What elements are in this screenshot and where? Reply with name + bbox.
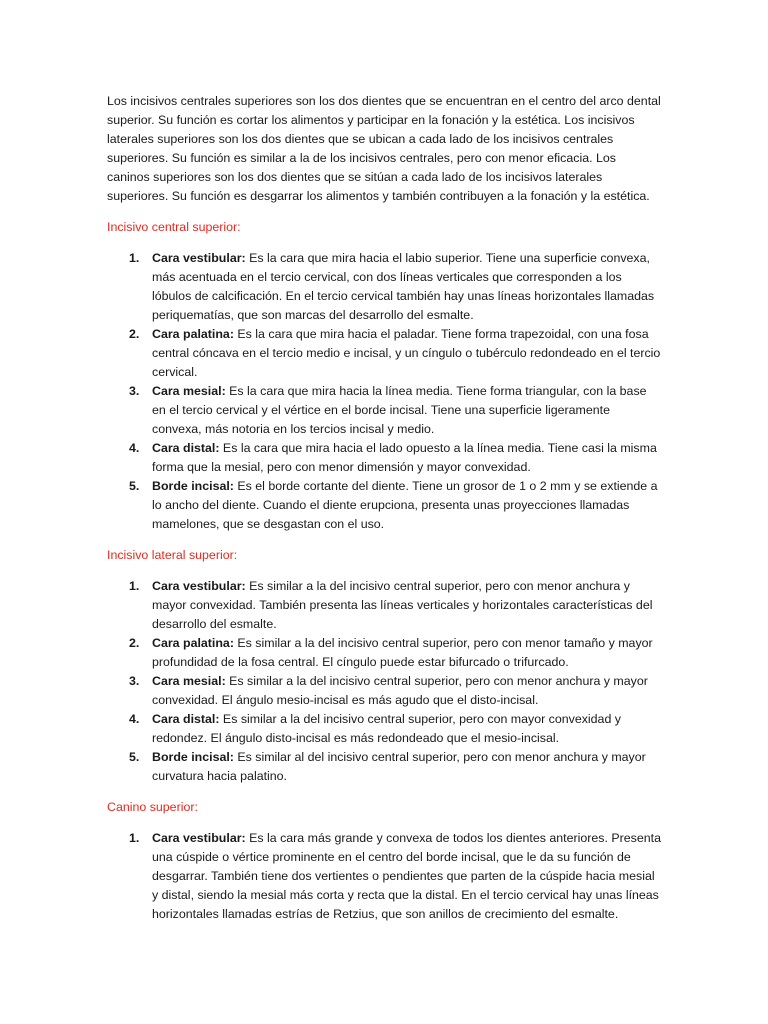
list-item <box>107 710 662 748</box>
item-text: Es similar a la del incisivo central superior, pero con menor tamaño y mayor profundidad de la fosa central. El cíngulo puede estar bifurcado o trifurcado. <box>152 636 653 669</box>
item-term: Cara vestibular: <box>152 831 246 845</box>
item-number: 5. <box>129 750 140 764</box>
list-item <box>107 382 662 439</box>
item-number: 2. <box>129 327 140 341</box>
item-term: Borde incisal: <box>152 750 234 764</box>
item-list <box>107 249 662 534</box>
item-term: Borde incisal: <box>152 479 234 493</box>
section-incisivo-central <box>107 218 662 534</box>
item-text: Es la cara que mira hacia el labio superior. Tiene una superficie convexa, más acentuada en el tercio cervical, con dos líneas verticales que corresponden a los lóbulos de calcificación. En el tercio cervical también hay unas líneas horizontales llamadas periquematías, que son marcas del desarrollo del esmalte. <box>152 251 655 322</box>
item-term: Cara distal: <box>152 712 220 726</box>
item-number: 4. <box>129 441 140 455</box>
item-list <box>107 829 662 924</box>
list-item <box>107 325 662 382</box>
item-text: Es similar al del incisivo central superior, pero con menor anchura y mayor curvatura hacia palatino. <box>152 750 646 783</box>
section-heading: Incisivo central superior: <box>107 220 241 234</box>
list-item <box>107 577 662 634</box>
list-item <box>107 672 662 710</box>
item-number: 4. <box>129 712 140 726</box>
item-number: 5. <box>129 479 140 493</box>
item-number: 1. <box>129 579 140 593</box>
item-term: Cara distal: <box>152 441 220 455</box>
item-term: Cara mesial: <box>152 384 226 398</box>
item-term: Cara palatina: <box>152 327 234 341</box>
item-number: 3. <box>129 674 140 688</box>
item-term: Cara palatina: <box>152 636 234 650</box>
item-term: Cara vestibular: <box>152 251 246 265</box>
list-item <box>107 439 662 477</box>
list-item <box>107 477 662 534</box>
section-canino <box>107 798 662 924</box>
item-text: Es la cara que mira hacia el lado opuesto a la línea media. Tiene casi la misma forma que la mesial, pero con menor dimensión y mayor convexidad. <box>152 441 657 474</box>
item-text: Es la cara que mira hacia la línea media. Tiene forma triangular, con la base en el tercio cervical y el vértice en el borde incisal. Tiene una superficie ligeramente convexa, más notoria en los tercios incisal y medio. <box>152 384 647 436</box>
item-term: Cara mesial: <box>152 674 226 688</box>
item-number: 1. <box>129 251 140 265</box>
item-number: 3. <box>129 384 140 398</box>
item-number: 1. <box>129 831 140 845</box>
intro-paragraph: Los incisivos centrales superiores son los dos dientes que se encuentran en el centro del arco dental superior. Su función es cortar los alimentos y participar en la fonación y la estética. Los incisivos laterales superiores son los dos dientes que se ubican a cada lado de los incisivos centrales superiores. Su función es similar a la de los incisivos centrales, pero con menor eficacia. Los caninos superiores son los dos dientes que se sitúan a cada lado de los incisivos laterales superiores. Su función es desgarrar los alimentos y también contribuyen a la fonación y la estética. <box>107 94 661 203</box>
item-text: Es el borde cortante del diente. Tiene un grosor de 1 o 2 mm y se extiende a lo ancho del diente. Cuando el diente erupciona, presenta unas proyecciones llamadas mamelones, que se desgastan con el uso. <box>152 479 658 531</box>
item-text: Es similar a la del incisivo central superior, pero con menor anchura y mayor convexidad. El ángulo mesio-incisal es más agudo que el disto-incisal. <box>152 674 648 707</box>
item-text: Es la cara más grande y convexa de todos los dientes anteriores. Presenta una cúspide o vértice prominente en el centro del borde incisal, que le da su función de desgarrar. También tiene dos vertientes o pendientes que parten de la cúspide hacia mesial y distal, siendo la mesial más corta y recta que la distal. En el tercio cervical hay unas líneas horizontales llamadas estrías de Retzius, que son anillos de crecimiento del esmalte. <box>152 831 661 921</box>
item-text: Es la cara que mira hacia el paladar. Tiene forma trapezoidal, con una fosa central cóncava en el tercio medio e incisal, y un cíngulo o tubérculo redondeado en el tercio cervical. <box>152 327 661 379</box>
section-heading: Canino superior: <box>107 800 198 814</box>
item-number: 2. <box>129 636 140 650</box>
section-heading: Incisivo lateral superior: <box>107 548 238 562</box>
section-incisivo-lateral <box>107 546 662 786</box>
list-item <box>107 829 662 924</box>
item-term: Cara vestibular: <box>152 579 246 593</box>
item-list <box>107 577 662 786</box>
list-item <box>107 249 662 325</box>
list-item <box>107 748 662 786</box>
item-text: Es similar a la del incisivo central superior, pero con menor anchura y mayor convexidad. También presenta las líneas verticales y horizontales características del desarrollo del esmalte. <box>152 579 653 631</box>
document-page <box>107 92 662 936</box>
item-text: Es similar a la del incisivo central superior, pero con mayor convexidad y redondez. El ángulo disto-incisal es más redondeado que el mesio-incisal. <box>152 712 621 745</box>
list-item <box>107 634 662 672</box>
